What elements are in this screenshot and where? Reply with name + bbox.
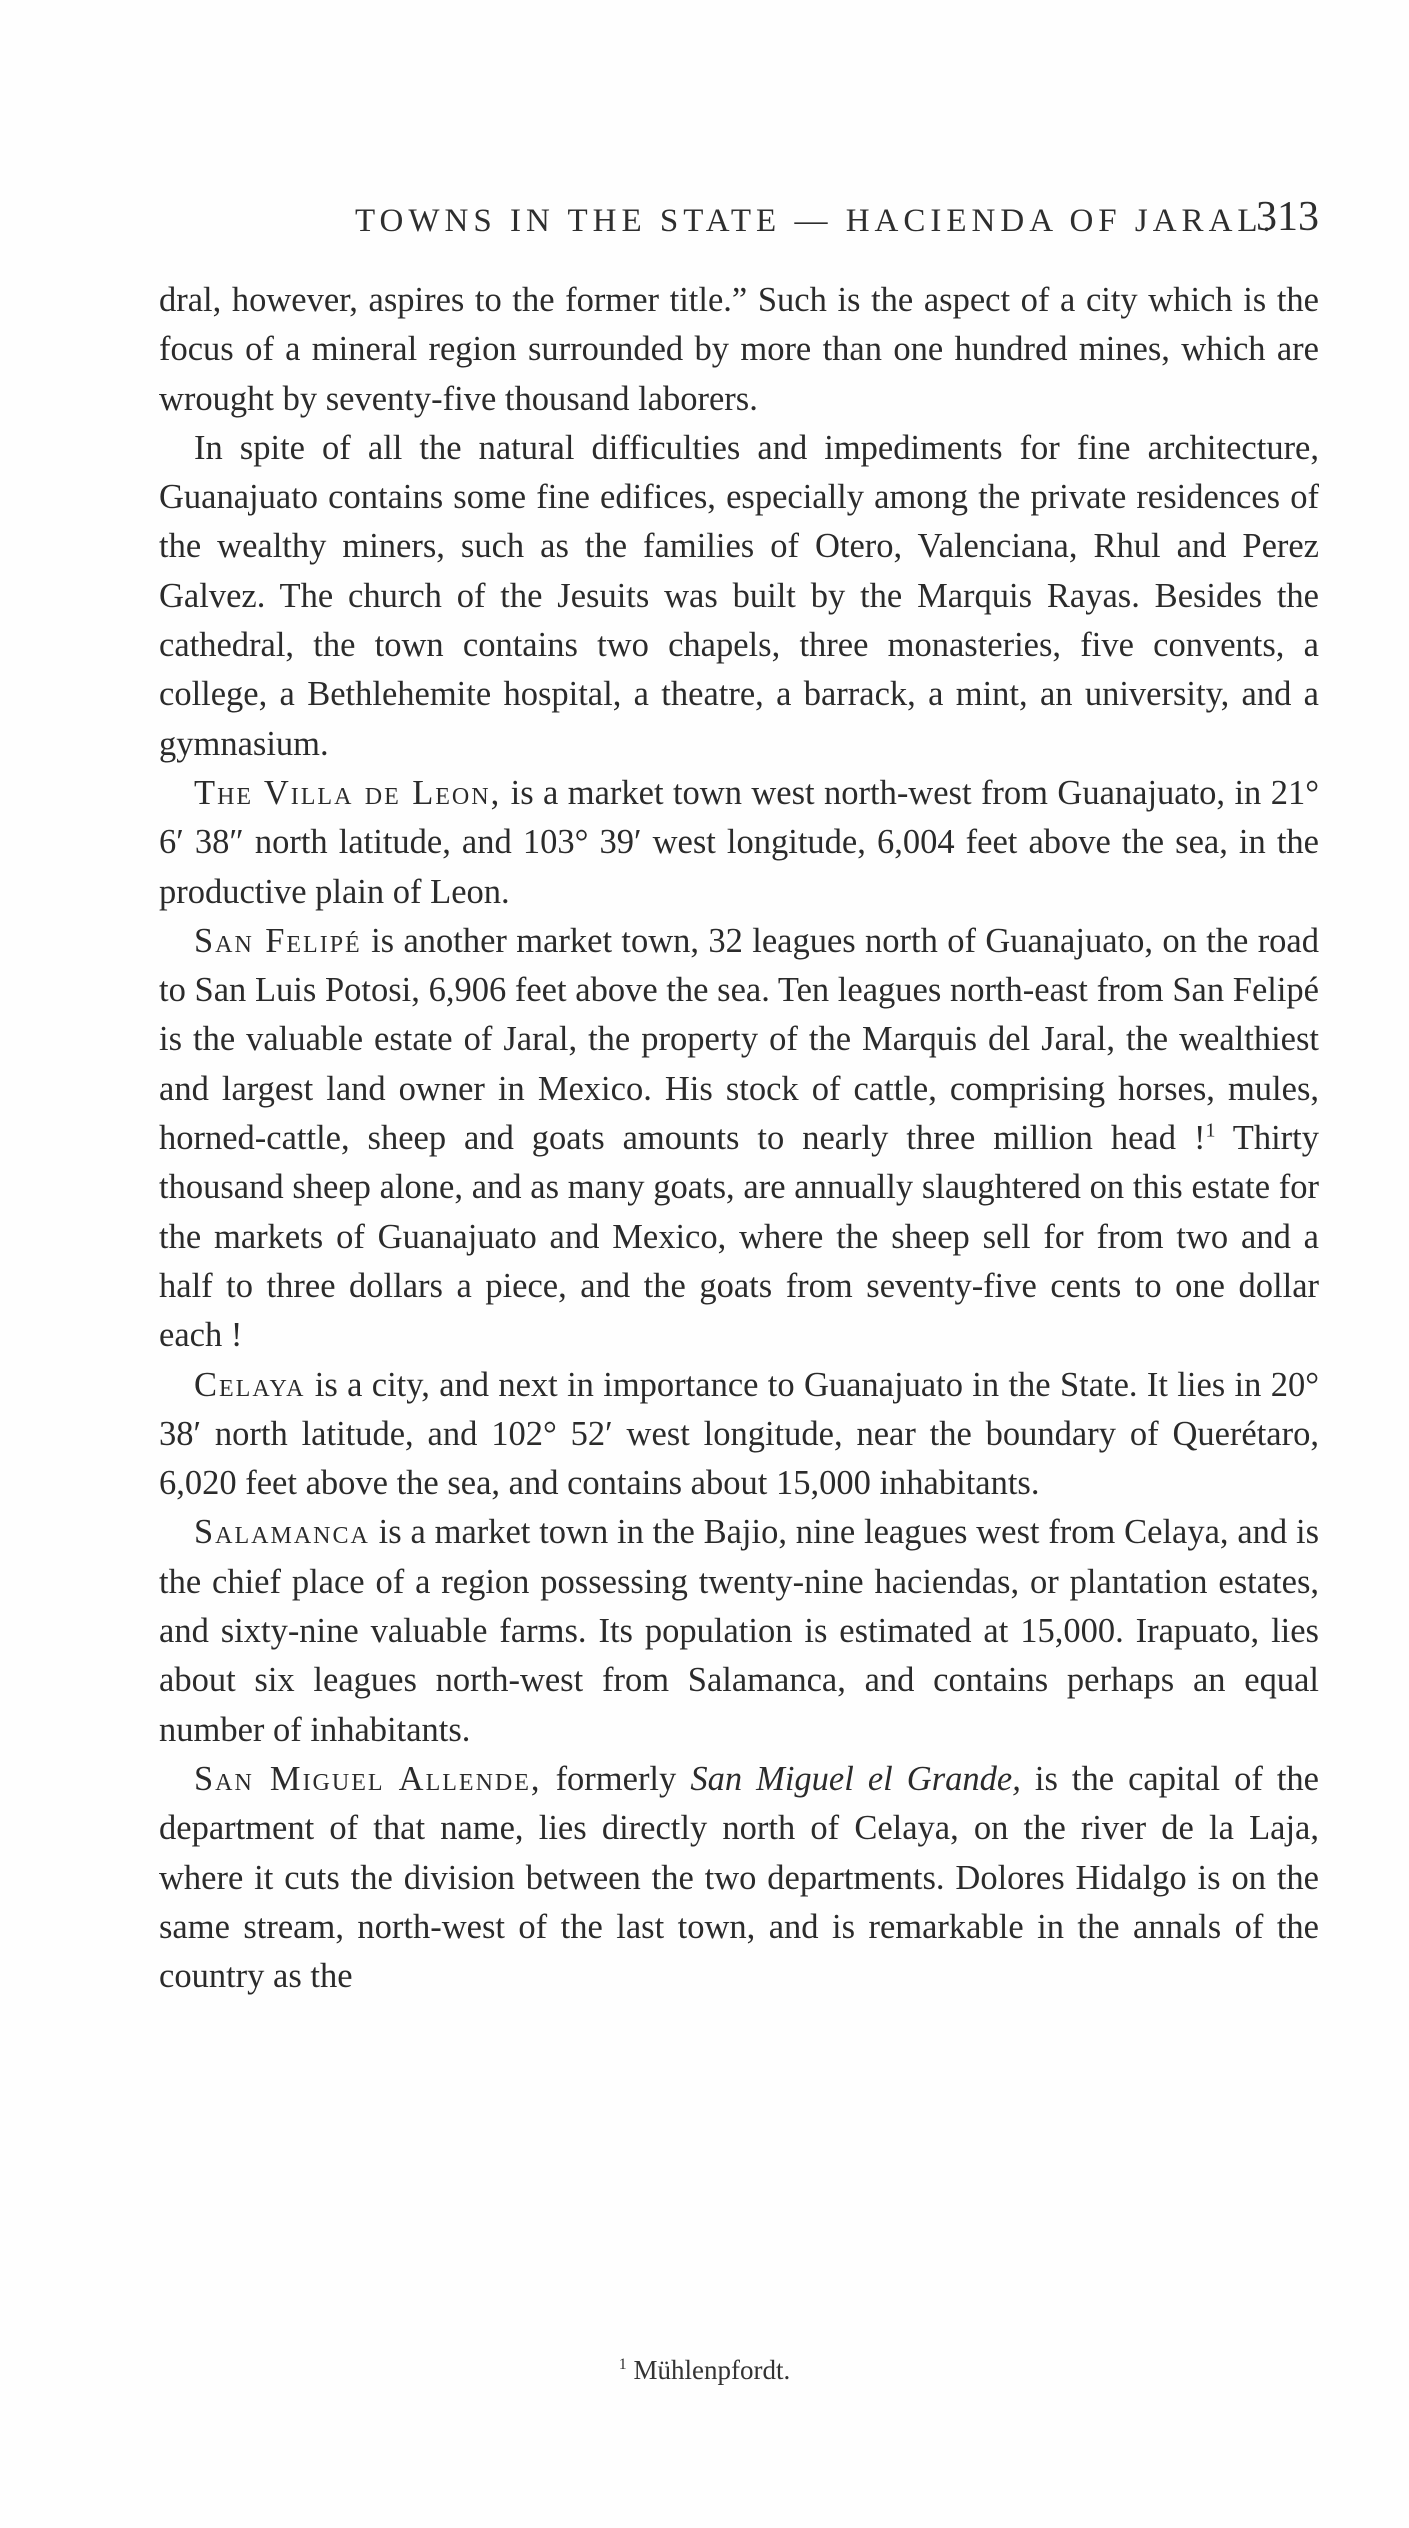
paragraph-text: Thirty thousand sheep alone, and as many goats, are annually slaughtered on this estate for the markets of Guanajuato and Mexico, where the sheep sell for from two and a half to three dollars a piece, and the goats from seventy-five cents to one dollar each !: [159, 1119, 1319, 1355]
paragraph-text: is the capital of the department of that name, lies directly north of Celaya, on the river de la Laja, where it cuts the division between the two departments. Dolores Hidalgo is on the same stream, north-west of the last town, and is remarkable in the annals of the country as the: [159, 1759, 1320, 1996]
footnote-marker: 1: [618, 2356, 627, 2373]
paragraph-text: is another market town, 32 leagues north of Guanajuato, on the road to San Luis Potosi, 6,906 feet above the sea. Ten leagues north-east from San Felipé is the valuable estate of Jaral, the property of the Marquis del Jaral, the wealthiest and largest land owner in Mexico. His stock of cattle, comprising horses, mules, horned-cattle, sheep and goats amounts to nearly three million head !: [159, 921, 1319, 1158]
body-text: [159, 276, 1319, 2001]
italic-former-name: San Miguel el Grande,: [690, 1759, 1021, 1798]
place-name-villa-de-leon: The Villa de Leon,: [194, 773, 502, 812]
paragraph-celaya: [159, 1361, 1319, 1509]
paragraph-text: formerly: [541, 1759, 691, 1798]
page-number: 313: [1256, 194, 1319, 240]
running-head: TOWNS IN THE STATE — HACIENDA OF JARAL.: [355, 203, 1276, 239]
footnote-reference: 1: [1205, 1119, 1216, 1142]
place-name-salamanca: Salamanca: [194, 1513, 370, 1552]
paragraph-guanajuato-edifices: [159, 424, 1319, 769]
footnote: [0, 2355, 1409, 2386]
footnote-text: Mühlenpfordt.: [633, 2355, 791, 2385]
paragraph-san-miguel-allende: [159, 1755, 1319, 2001]
paragraph-salamanca: [159, 1508, 1319, 1754]
paragraph-text: is a city, and next in importance to Guanajuato in the State. It lies in 20° 38′ north latitude, and 102° 52′ west longitude, near the boundary of Querétaro, 6,020 feet above the sea, and contains about 15,000 inhabitants.: [159, 1365, 1319, 1503]
paragraph-guanajuato-aspect: [159, 276, 1319, 424]
paragraph-text: In spite of all the natural difficulties and impediments for fine architecture, Guanajuato contains some fine edifices, especially among the private residences of the wealthy miners, such as the families of Otero, Valenciana, Rhul and Perez Galvez. The church of the Jesuits was built by the Marquis Rayas. Besides the cathedral, the town contains two chapels, three monasteries, five convents, a college, a Bethlehemite hospital, a theatre, a barrack, a mint, an university, and a gymnasium.: [159, 428, 1319, 763]
place-name-celaya: Celaya: [194, 1365, 306, 1404]
paragraph-text: is a market town in the Bajio, nine leagues west from Celaya, and is the chief place of a region possessing twenty-nine haciendas, or plantation estates, and sixty-nine valuable farms. Its population is estimated at 15,000. Irapuato, lies about six leagues north-west from Salamanca, and contains perhaps an equal number of inhabitants.: [159, 1513, 1319, 1749]
paragraph-villa-de-leon: [159, 769, 1319, 917]
paragraph-text: dral, however, aspires to the former title.” Such is the aspect of a city which is the focus of a mineral region surrounded by more than one hundred mines, which are wrought by seventy-five thousand laborers.: [159, 281, 1319, 418]
place-name-san-miguel-allende: San Miguel Allende,: [194, 1759, 542, 1798]
paragraph-san-felipe: [159, 917, 1319, 1361]
page-header: [159, 193, 1319, 249]
paragraph-text: is a market town west north-west from Guanajuato, in 21° 6′ 38″ north latitude, and 103° 39′ west longitude, 6,004 feet above the sea, in the productive plain of Leon.: [159, 773, 1319, 911]
place-name-san-felipe: San Felipé: [194, 921, 362, 960]
